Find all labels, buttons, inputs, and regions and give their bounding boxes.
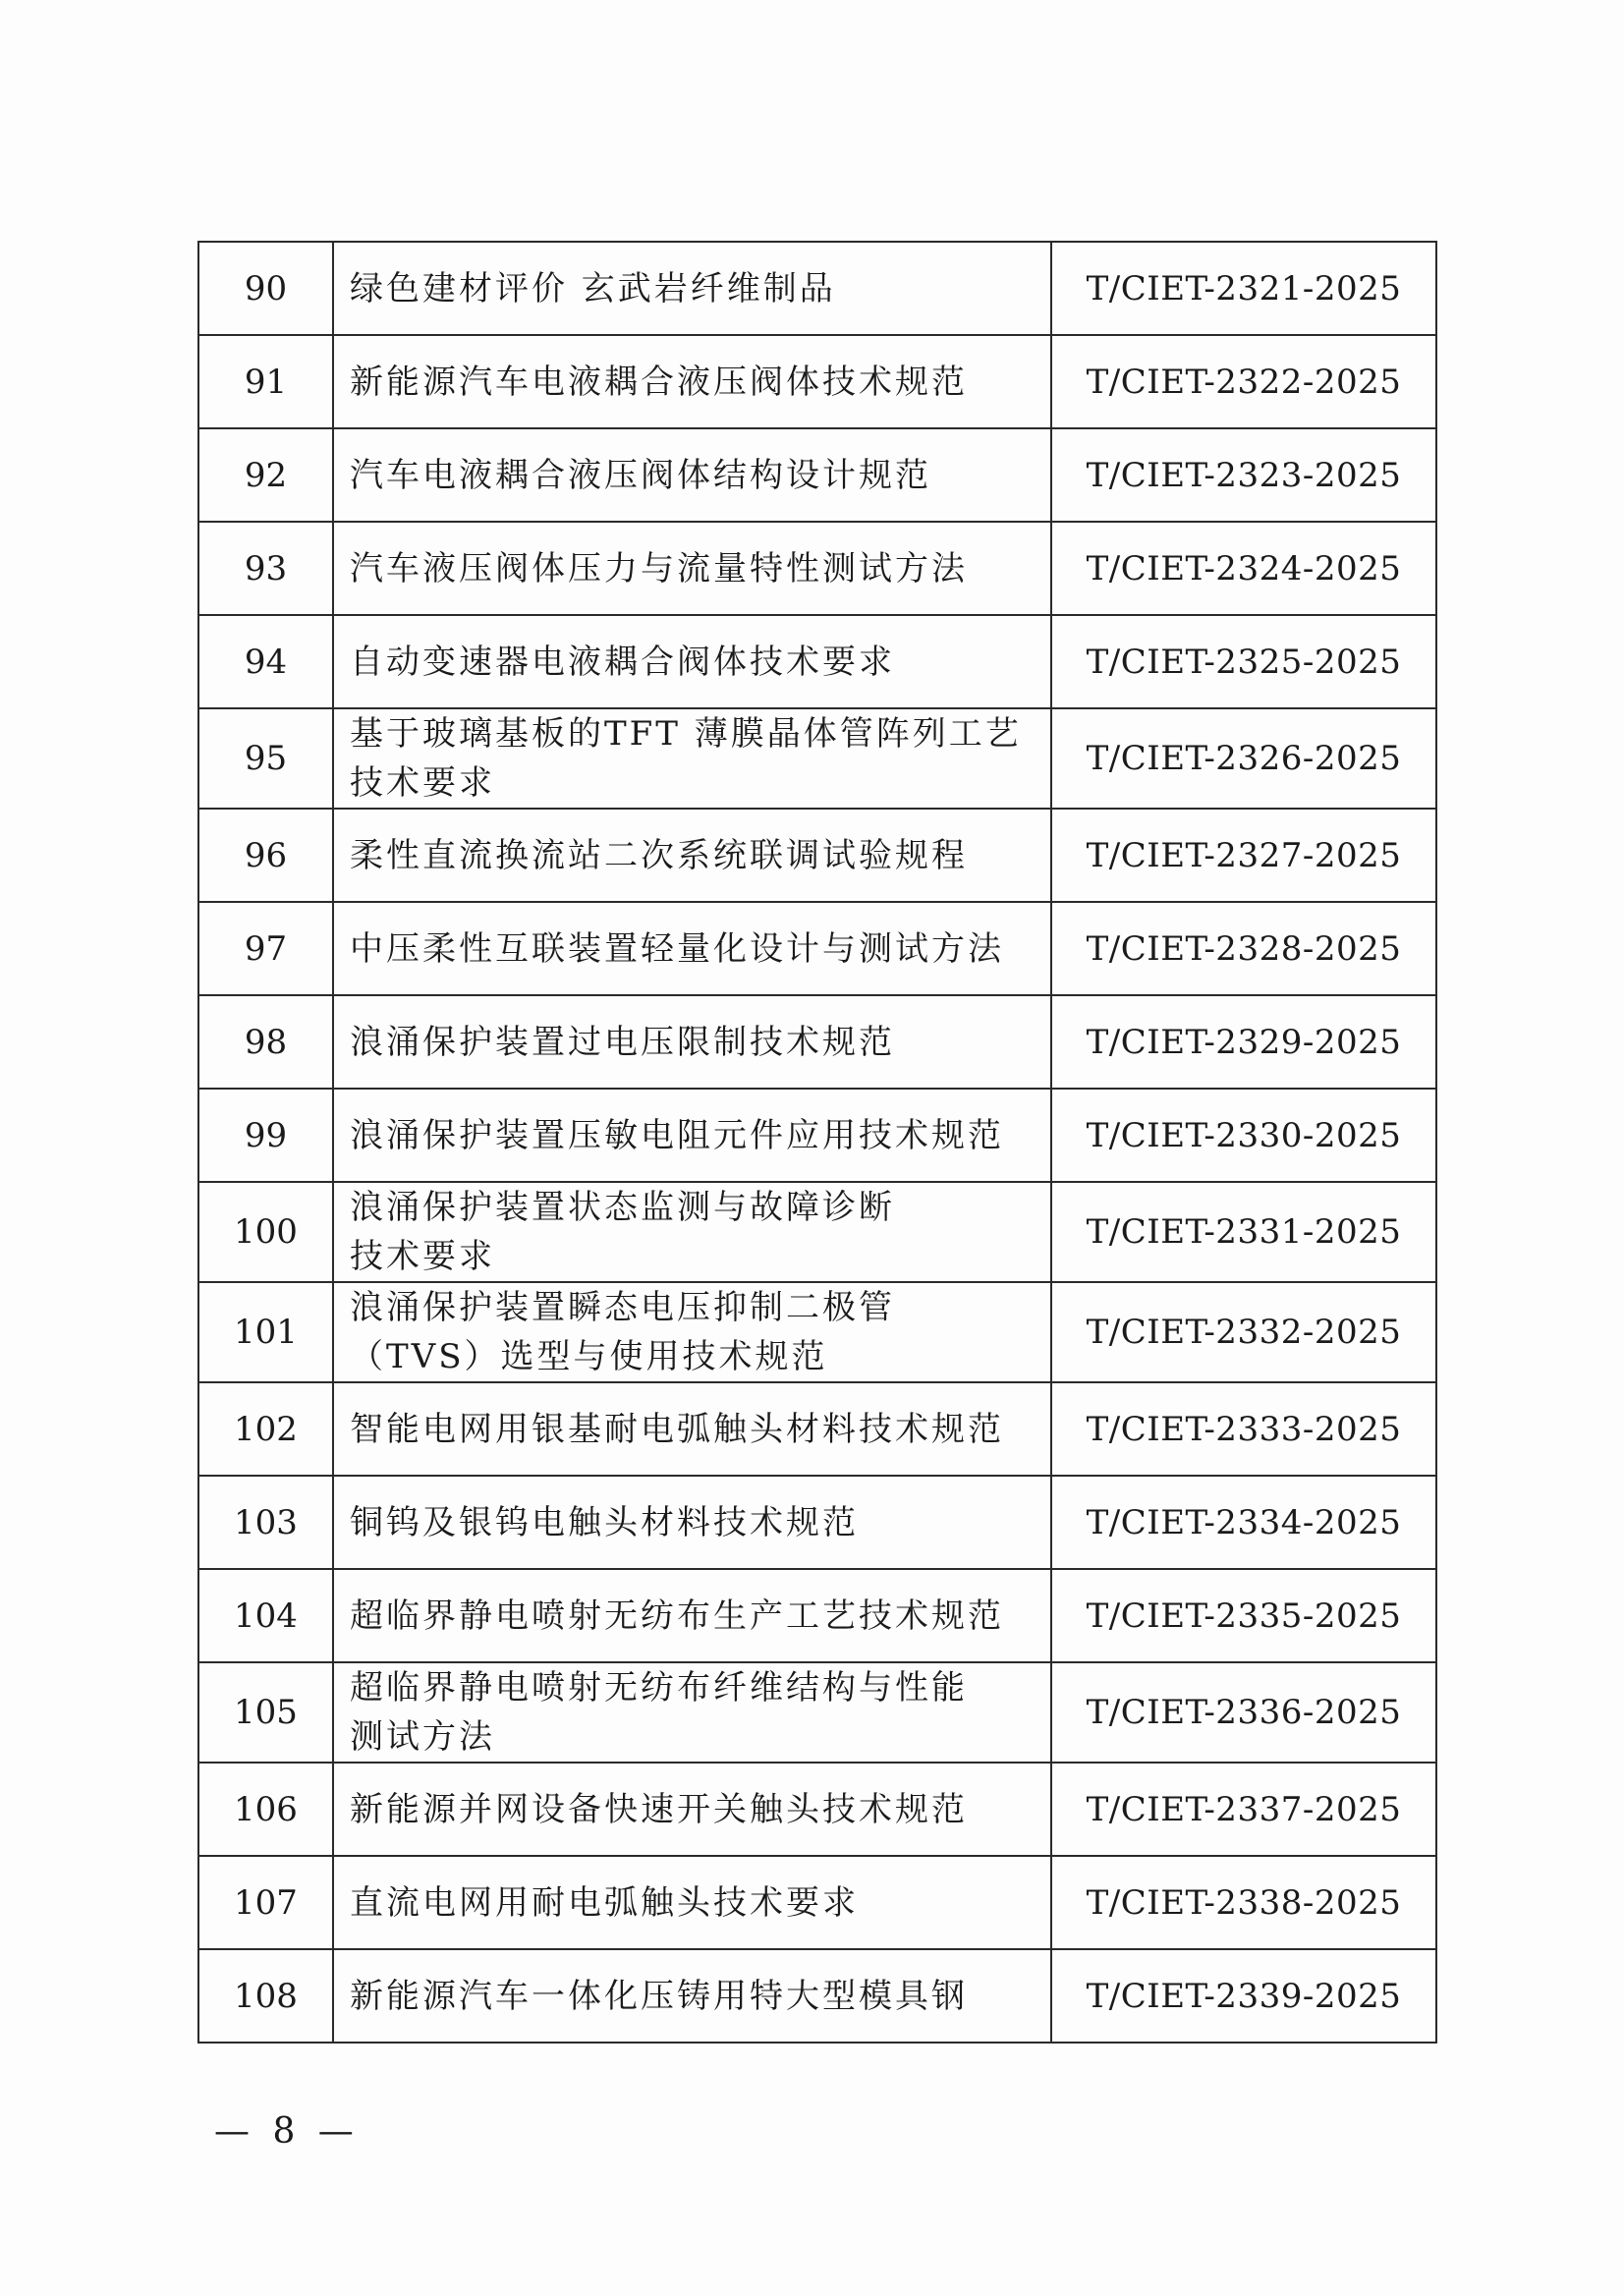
standard-name <box>333 1662 1051 1763</box>
standard-name <box>333 1282 1051 1382</box>
standard-name: 中压柔性互联装置轻量化设计与测试方法 <box>333 902 1051 995</box>
standard-code: T/CIET-2325-2025 <box>1051 615 1436 708</box>
table-row <box>198 1382 1436 1476</box>
standard-name <box>333 708 1051 809</box>
standard-code: T/CIET-2332-2025 <box>1051 1282 1436 1382</box>
table-row <box>198 995 1436 1089</box>
row-number: 93 <box>198 522 333 615</box>
row-number: 96 <box>198 809 333 902</box>
standard-name: 新能源汽车一体化压铸用特大型模具钢 <box>333 1949 1051 2043</box>
standard-name-line-1: 浪涌保护装置瞬态电压抑制二极管 <box>350 1288 895 1327</box>
row-number: 95 <box>198 708 333 809</box>
row-number: 94 <box>198 615 333 708</box>
standard-code: T/CIET-2322-2025 <box>1051 335 1436 428</box>
row-number: 107 <box>198 1856 333 1949</box>
standard-name: 汽车电液耦合液压阀体结构设计规范 <box>333 428 1051 522</box>
row-number: 108 <box>198 1949 333 2043</box>
row-number: 91 <box>198 335 333 428</box>
standard-name: 汽车液压阀体压力与流量特性测试方法 <box>333 522 1051 615</box>
table-row <box>198 1089 1436 1182</box>
row-number: 92 <box>198 428 333 522</box>
standard-name: 浪涌保护装置过电压限制技术规范 <box>333 995 1051 1089</box>
table-row <box>198 1282 1436 1382</box>
standard-code: T/CIET-2323-2025 <box>1051 428 1436 522</box>
row-number: 99 <box>198 1089 333 1182</box>
standard-name-line-1: 基于玻璃基板的TFT 薄膜晶体管阵列工艺 <box>350 714 1022 754</box>
table-row <box>198 1182 1436 1282</box>
standards-table <box>197 241 1437 2044</box>
row-number: 90 <box>198 242 333 335</box>
standard-code: T/CIET-2334-2025 <box>1051 1476 1436 1569</box>
standard-name: 超临界静电喷射无纺布生产工艺技术规范 <box>333 1569 1051 1662</box>
page-number: — 8 — <box>214 2111 360 2152</box>
standard-code: T/CIET-2336-2025 <box>1051 1662 1436 1763</box>
table-row <box>198 1569 1436 1662</box>
table-row <box>198 242 1436 335</box>
standard-code: T/CIET-2329-2025 <box>1051 995 1436 1089</box>
standard-code: T/CIET-2324-2025 <box>1051 522 1436 615</box>
standard-name: 铜钨及银钨电触头材料技术规范 <box>333 1476 1051 1569</box>
standard-code: T/CIET-2335-2025 <box>1051 1569 1436 1662</box>
standard-name: 新能源汽车电液耦合液压阀体技术规范 <box>333 335 1051 428</box>
standard-code: T/CIET-2333-2025 <box>1051 1382 1436 1476</box>
standard-code: T/CIET-2339-2025 <box>1051 1949 1436 2043</box>
table-row <box>198 1856 1436 1949</box>
row-number: 98 <box>198 995 333 1089</box>
standard-code: T/CIET-2327-2025 <box>1051 809 1436 902</box>
row-number: 103 <box>198 1476 333 1569</box>
standard-name: 柔性直流换流站二次系统联调试验规程 <box>333 809 1051 902</box>
row-number: 106 <box>198 1763 333 1856</box>
standard-code: T/CIET-2321-2025 <box>1051 242 1436 335</box>
table-row <box>198 522 1436 615</box>
table-row <box>198 428 1436 522</box>
standard-name-line-2: （TVS）选型与使用技术规范 <box>350 1337 828 1376</box>
table-row <box>198 708 1436 809</box>
standard-name <box>333 1182 1051 1282</box>
row-number: 100 <box>198 1182 333 1282</box>
table-row <box>198 1763 1436 1856</box>
table-row <box>198 1662 1436 1763</box>
standard-name: 智能电网用银基耐电弧触头材料技术规范 <box>333 1382 1051 1476</box>
standard-name-line-2: 技术要求 <box>350 1237 495 1276</box>
row-number: 101 <box>198 1282 333 1382</box>
standard-name-line-1: 浪涌保护装置状态监测与故障诊断 <box>350 1188 895 1227</box>
standard-name-line-1: 超临界静电喷射无纺布纤维结构与性能 <box>350 1668 968 1708</box>
table-row <box>198 902 1436 995</box>
standard-code: T/CIET-2331-2025 <box>1051 1182 1436 1282</box>
standard-code: T/CIET-2338-2025 <box>1051 1856 1436 1949</box>
table-row <box>198 1476 1436 1569</box>
standard-code: T/CIET-2326-2025 <box>1051 708 1436 809</box>
table-row <box>198 809 1436 902</box>
standard-code: T/CIET-2330-2025 <box>1051 1089 1436 1182</box>
standard-name: 自动变速器电液耦合阀体技术要求 <box>333 615 1051 708</box>
table-row <box>198 1949 1436 2043</box>
standard-name: 新能源并网设备快速开关触头技术规范 <box>333 1763 1051 1856</box>
row-number: 104 <box>198 1569 333 1662</box>
row-number: 97 <box>198 902 333 995</box>
standard-name-line-2: 技术要求 <box>350 763 495 803</box>
table-row <box>198 335 1436 428</box>
row-number: 105 <box>198 1662 333 1763</box>
row-number: 102 <box>198 1382 333 1476</box>
standard-name: 浪涌保护装置压敏电阻元件应用技术规范 <box>333 1089 1051 1182</box>
standard-name: 直流电网用耐电弧触头技术要求 <box>333 1856 1051 1949</box>
standard-code: T/CIET-2328-2025 <box>1051 902 1436 995</box>
standard-code: T/CIET-2337-2025 <box>1051 1763 1436 1856</box>
table-row <box>198 615 1436 708</box>
standard-name: 绿色建材评价 玄武岩纤维制品 <box>333 242 1051 335</box>
standard-name-line-2: 测试方法 <box>350 1717 495 1757</box>
